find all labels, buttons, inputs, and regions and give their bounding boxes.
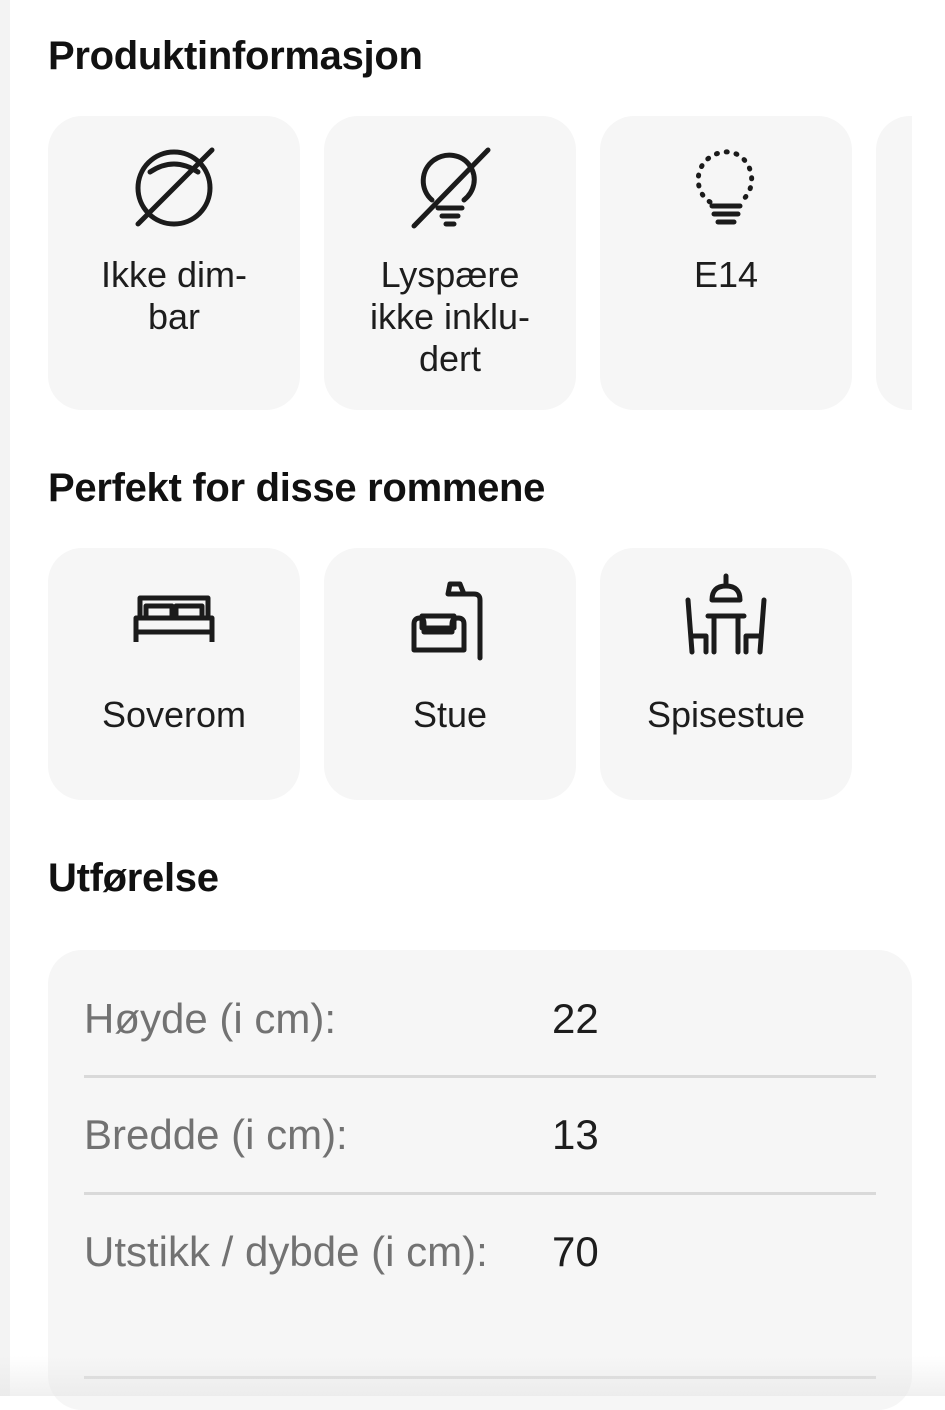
spec-value: 70	[552, 1228, 599, 1275]
info-card-label: Ikke dim- bar	[100, 254, 248, 337]
left-edge	[0, 0, 10, 1396]
room-card-label: Spisestue	[646, 694, 806, 735]
product-info-carousel[interactable]	[48, 116, 912, 410]
info-card-label: Lyspære ikke inklu- dert	[369, 254, 531, 379]
room-card-label: Soverom	[101, 694, 247, 735]
info-card-label: E14	[693, 254, 759, 295]
bed-icon	[128, 572, 220, 664]
specs-table	[48, 950, 912, 1410]
dotted-bulb-icon	[680, 142, 772, 234]
not-dimmable-icon	[128, 142, 220, 234]
table-row	[84, 1078, 876, 1195]
room-card-label: Stue	[412, 694, 488, 735]
spec-value: 13	[552, 1111, 599, 1158]
bulb-not-included-icon	[404, 142, 496, 234]
spec-key: Bredde (i cm):	[84, 1111, 348, 1158]
dining-table-icon	[680, 572, 772, 664]
rooms-carousel[interactable]	[48, 548, 912, 800]
room-card-bedroom[interactable]	[48, 548, 300, 800]
info-card-more[interactable]	[876, 116, 912, 410]
info-card-bulb-not-included[interactable]	[324, 116, 576, 410]
info-card-socket[interactable]	[600, 116, 852, 410]
room-card-living-room[interactable]	[324, 548, 576, 800]
specs-title: Utførelse	[48, 856, 219, 900]
room-card-dining-room[interactable]	[600, 548, 852, 800]
product-info-title: Produktinformasjon	[48, 34, 423, 78]
sofa-lamp-icon	[404, 572, 496, 664]
info-card-not-dimmable[interactable]	[48, 116, 300, 410]
spec-key: Høyde (i cm):	[84, 995, 336, 1042]
spec-key: Utstikk / dybde (i cm):	[84, 1228, 488, 1275]
spec-value: 22	[552, 995, 599, 1042]
table-row	[84, 950, 876, 1078]
rooms-title: Perfekt for disse rommene	[48, 466, 546, 510]
table-row	[84, 1195, 876, 1379]
bottom-fade	[0, 1356, 945, 1396]
